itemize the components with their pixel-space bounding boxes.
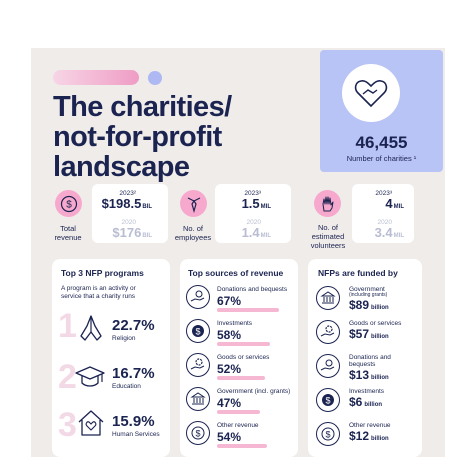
funding-amount: $57 billion: [349, 327, 389, 341]
program-label: Human Services: [112, 431, 160, 438]
program-pct: 15.9%: [112, 413, 155, 430]
funding-amount: $13 billion: [349, 368, 389, 382]
funding-amount: $6 billion: [349, 395, 383, 409]
revenue-pct: 52%: [217, 362, 242, 376]
charities-count-label: Number of charities ¹: [346, 154, 417, 163]
stat-year-new: 2023³: [244, 190, 261, 197]
house-heart-icon: [76, 408, 106, 443]
stat-year-old: 2020: [377, 219, 392, 226]
revenue-bar: [217, 376, 265, 380]
stat-value-new: 1.5MIL: [241, 196, 271, 211]
funding-label: Other revenue: [349, 422, 391, 429]
svg-text:$: $: [195, 428, 201, 439]
stat-value-new: 4MIL: [385, 196, 404, 211]
funding-label: Investments: [349, 388, 385, 395]
revenue-label: Donations and bequests: [217, 286, 288, 293]
revenue-pct: 54%: [217, 430, 242, 444]
revenue-label: Other revenue: [217, 422, 259, 429]
revenue-bar: [217, 410, 260, 414]
revenue-bar: [217, 342, 270, 346]
program-label: Education: [112, 383, 141, 390]
stat-label-revenue: Total revenue: [54, 224, 82, 242]
stat-value-old: 1.4MIL: [241, 225, 271, 240]
svg-text:$: $: [325, 395, 331, 406]
dollar-circle-icon: [186, 421, 210, 445]
government-building-icon: [316, 286, 340, 310]
program-label: Religion: [112, 335, 136, 342]
program-pct: 16.7%: [112, 365, 155, 382]
revenue-pct: 58%: [217, 328, 242, 342]
revenue-label: Government (incl. grants): [217, 388, 291, 395]
funding-amount: $89 billion: [349, 298, 389, 312]
stat-label-volunteers: No. of estimated volunteers: [310, 223, 346, 250]
stat-value-old: 3.4MIL: [374, 225, 404, 240]
page-title: The charities/ not-for-profit landscape: [53, 91, 232, 183]
programs-title: Top 3 NFP programs: [61, 268, 144, 278]
revenue-bar: [217, 308, 279, 312]
funding-label: Donations and bequests: [349, 354, 391, 368]
graduation-cap-icon: [74, 364, 106, 395]
hand-coin-icon: [316, 354, 340, 378]
dollar-icon: [55, 190, 82, 217]
funding-title: NFPs are funded by: [318, 268, 398, 278]
svg-text:$: $: [325, 429, 331, 440]
stat-value-old: $176BIL: [112, 225, 152, 240]
revenue-pct: 47%: [217, 396, 242, 410]
revenue-pct: 67%: [217, 294, 242, 308]
praying-hands-icon: [77, 312, 105, 347]
svg-text:$: $: [65, 199, 72, 210]
hand-gear-icon: [316, 320, 340, 344]
funding-label: Goods or services: [349, 320, 402, 327]
revenue-label: Goods or services: [217, 354, 270, 361]
charities-count: 46,455: [355, 133, 408, 152]
stat-year-old: 2020: [121, 219, 136, 226]
programs-description: A program is an activity or service that a charity runs: [61, 285, 136, 300]
raised-hand-icon: [314, 190, 341, 217]
stat-year-old: 2020: [246, 219, 261, 226]
program-rank: 2: [58, 358, 77, 396]
dollar-coin-icon: [186, 319, 210, 343]
stat-value-new: $198.5BIL: [101, 196, 152, 211]
program-rank: 1: [58, 307, 77, 345]
revenue-bar: [217, 444, 267, 448]
government-building-icon: [186, 387, 210, 411]
revenue-title: Top sources of revenue: [188, 268, 284, 278]
program-rank: 3: [58, 406, 77, 444]
stat-year-new: 2023²: [119, 190, 136, 197]
funding-sublabel: (including grants): [349, 292, 388, 298]
revenue-label: Investments: [217, 320, 253, 327]
stat-label-employees: No. of employees: [174, 224, 212, 242]
hand-gear-icon: [186, 353, 210, 377]
funding-label: Government: [349, 286, 385, 293]
stat-year-new: 2023³: [375, 190, 392, 197]
decorative-pill: [53, 70, 139, 85]
hand-coin-icon: [186, 285, 210, 309]
decorative-dot: [148, 71, 162, 85]
funding-amount: $12 billion: [349, 429, 389, 443]
svg-text:$: $: [195, 326, 201, 337]
dollar-circle-icon: [316, 422, 340, 446]
dollar-coin-icon: [316, 388, 340, 412]
tie-icon: [180, 190, 207, 217]
heart-handshake-icon: [342, 64, 400, 122]
program-pct: 22.7%: [112, 317, 155, 334]
